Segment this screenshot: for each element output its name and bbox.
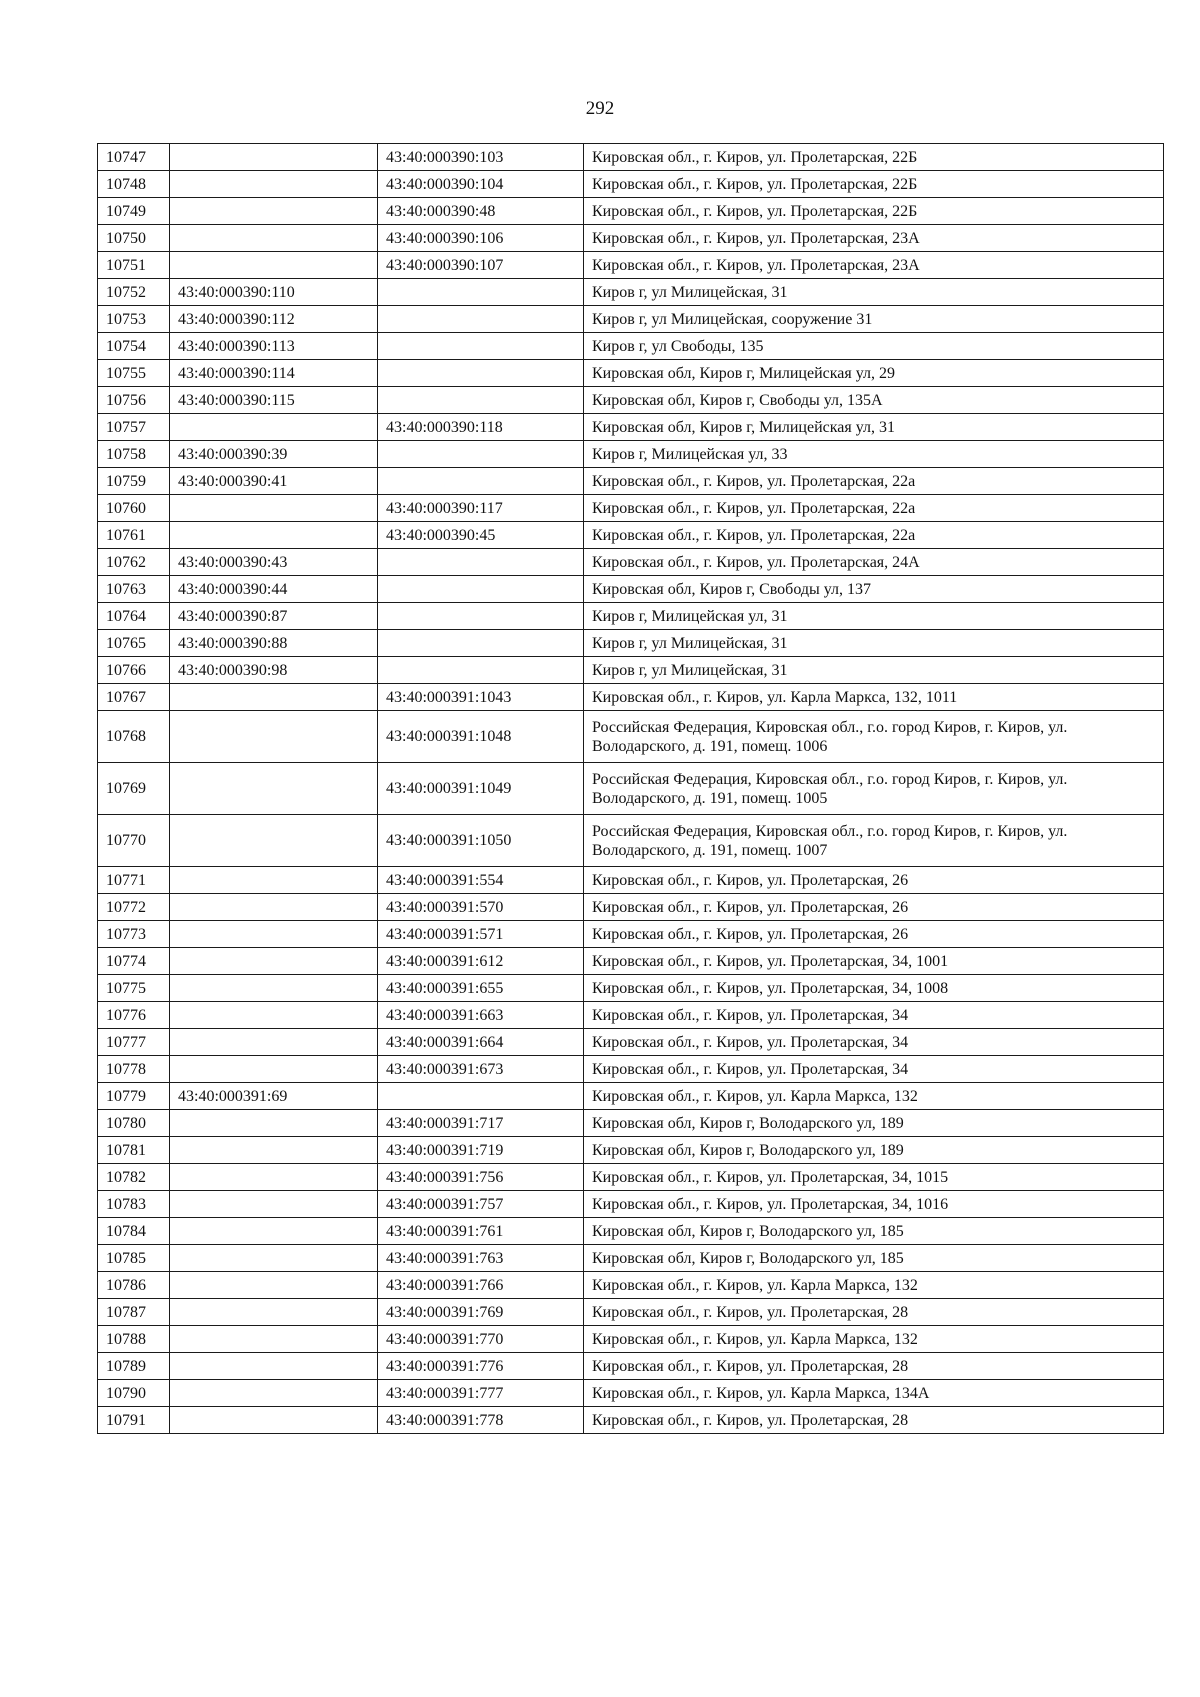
row-number-cell: 10776 (98, 1002, 170, 1029)
cadastral-number-b-cell (378, 657, 584, 684)
table-row (98, 1407, 1164, 1434)
cadastral-number-b-cell: 43:40:000391:663 (378, 1002, 584, 1029)
address-cell: Кировская обл., г. Киров, ул. Пролетарская, 22а (584, 522, 1164, 549)
cadastral-number-b-cell (378, 279, 584, 306)
cadastral-number-b-cell (378, 387, 584, 414)
address-cell: Кировская обл., г. Киров, ул. Пролетарская, 26 (584, 921, 1164, 948)
table-row (98, 495, 1164, 522)
address-cell: Кировская обл., г. Киров, ул. Пролетарская, 22Б (584, 198, 1164, 225)
cadastral-number-b-cell: 43:40:000391:655 (378, 975, 584, 1002)
cadastral-number-b-cell: 43:40:000391:571 (378, 921, 584, 948)
address-cell: Кировская обл., г. Киров, ул. Пролетарская, 23А (584, 225, 1164, 252)
cadastral-number-b-cell (378, 360, 584, 387)
address-cell: Кировская обл., г. Киров, ул. Пролетарская, 26 (584, 894, 1164, 921)
row-number-cell: 10770 (98, 815, 170, 867)
page-number: 292 (585, 98, 615, 119)
row-number-cell: 10761 (98, 522, 170, 549)
cadastral-number-a-cell (170, 1272, 378, 1299)
cadastral-number-a-cell (170, 1326, 378, 1353)
cadastral-number-a-cell (170, 867, 378, 894)
address-cell: Киров г, ул Милицейская, 31 (584, 279, 1164, 306)
cadastral-number-a-cell (170, 684, 378, 711)
row-number-cell: 10791 (98, 1407, 170, 1434)
cadastral-number-a-cell (170, 1002, 378, 1029)
address-cell: Кировская обл, Киров г, Свободы ул, 135А (584, 387, 1164, 414)
cadastral-number-b-cell: 43:40:000391:1043 (378, 684, 584, 711)
row-number-cell: 10751 (98, 252, 170, 279)
cadastral-number-b-cell: 43:40:000391:612 (378, 948, 584, 975)
address-cell: Российская Федерация, Кировская обл., г.о. город Киров, г. Киров, ул. Володарского, д. 191, помещ. 1006 (584, 711, 1164, 763)
table-row (98, 657, 1164, 684)
cadastral-number-a-cell: 43:40:000391:69 (170, 1083, 378, 1110)
cadastral-number-a-cell (170, 1245, 378, 1272)
address-cell: Кировская обл., г. Киров, ул. Пролетарская, 34, 1015 (584, 1164, 1164, 1191)
cadastral-number-a-cell: 43:40:000390:39 (170, 441, 378, 468)
address-cell: Кировская обл., г. Киров, ул. Карла Маркса, 132 (584, 1326, 1164, 1353)
row-number-cell: 10775 (98, 975, 170, 1002)
address-cell: Кировская обл., г. Киров, ул. Пролетарская, 28 (584, 1407, 1164, 1434)
row-number-cell: 10772 (98, 894, 170, 921)
cadastral-number-b-cell: 43:40:000391:757 (378, 1191, 584, 1218)
table-row (98, 1218, 1164, 1245)
row-number-cell: 10781 (98, 1137, 170, 1164)
table-row (98, 144, 1164, 171)
row-number-cell: 10753 (98, 306, 170, 333)
table-row (98, 867, 1164, 894)
table-row (98, 1029, 1164, 1056)
row-number-cell: 10747 (98, 144, 170, 171)
cadastral-number-a-cell: 43:40:000390:88 (170, 630, 378, 657)
table-row (98, 414, 1164, 441)
cadastral-number-b-cell: 43:40:000391:763 (378, 1245, 584, 1272)
cadastral-number-a-cell (170, 1299, 378, 1326)
table-row (98, 711, 1164, 763)
row-number-cell: 10757 (98, 414, 170, 441)
cadastral-number-a-cell: 43:40:000390:114 (170, 360, 378, 387)
table-row (98, 468, 1164, 495)
row-number-cell: 10762 (98, 549, 170, 576)
row-number-cell: 10769 (98, 763, 170, 815)
address-cell: Кировская обл., г. Киров, ул. Карла Маркса, 134А (584, 1380, 1164, 1407)
cadastral-number-a-cell (170, 414, 378, 441)
row-number-cell: 10779 (98, 1083, 170, 1110)
table-row (98, 1002, 1164, 1029)
cadastral-number-b-cell: 43:40:000391:570 (378, 894, 584, 921)
cadastral-number-b-cell: 43:40:000390:107 (378, 252, 584, 279)
cadastral-number-a-cell (170, 171, 378, 198)
address-cell: Российская Федерация, Кировская обл., г.о. город Киров, г. Киров, ул. Володарского, д. 191, помещ. 1005 (584, 763, 1164, 815)
table-row (98, 1326, 1164, 1353)
cadastral-number-a-cell (170, 1407, 378, 1434)
cadastral-number-a-cell (170, 522, 378, 549)
cadastral-number-b-cell (378, 603, 584, 630)
table-row (98, 225, 1164, 252)
row-number-cell: 10786 (98, 1272, 170, 1299)
table-row (98, 1191, 1164, 1218)
table-row (98, 684, 1164, 711)
cadastral-number-b-cell: 43:40:000390:103 (378, 144, 584, 171)
row-number-cell: 10784 (98, 1218, 170, 1245)
cadastral-number-a-cell (170, 1056, 378, 1083)
cadastral-number-a-cell (170, 1029, 378, 1056)
address-cell: Кировская обл., г. Киров, ул. Пролетарская, 22Б (584, 144, 1164, 171)
address-cell: Кировская обл, Киров г, Володарского ул, 185 (584, 1218, 1164, 1245)
cadastral-number-a-cell (170, 894, 378, 921)
row-number-cell: 10759 (98, 468, 170, 495)
row-number-cell: 10758 (98, 441, 170, 468)
table-row (98, 279, 1164, 306)
address-cell: Кировская обл., г. Киров, ул. Пролетарская, 34, 1016 (584, 1191, 1164, 1218)
cadastral-number-b-cell (378, 576, 584, 603)
cadastral-number-a-cell: 43:40:000390:110 (170, 279, 378, 306)
cadastral-number-a-cell (170, 225, 378, 252)
address-cell: Киров г, ул Милицейская, сооружение 31 (584, 306, 1164, 333)
table-row (98, 1137, 1164, 1164)
cadastral-number-a-cell: 43:40:000390:98 (170, 657, 378, 684)
address-cell: Киров г, Милицейская ул, 33 (584, 441, 1164, 468)
cadastral-number-b-cell: 43:40:000390:106 (378, 225, 584, 252)
table-row (98, 441, 1164, 468)
cadastral-number-b-cell: 43:40:000390:118 (378, 414, 584, 441)
address-cell: Кировская обл., г. Киров, ул. Пролетарская, 28 (584, 1299, 1164, 1326)
table-row (98, 1164, 1164, 1191)
address-cell: Кировская обл, Киров г, Свободы ул, 137 (584, 576, 1164, 603)
cadastral-number-b-cell: 43:40:000390:104 (378, 171, 584, 198)
table-row (98, 1299, 1164, 1326)
row-number-cell: 10774 (98, 948, 170, 975)
row-number-cell: 10771 (98, 867, 170, 894)
cadastral-number-b-cell: 43:40:000390:48 (378, 198, 584, 225)
address-cell: Кировская обл., г. Киров, ул. Карла Маркса, 132 (584, 1272, 1164, 1299)
cadastral-number-b-cell: 43:40:000391:778 (378, 1407, 584, 1434)
row-number-cell: 10760 (98, 495, 170, 522)
row-number-cell: 10749 (98, 198, 170, 225)
cadastral-number-b-cell (378, 468, 584, 495)
table-row (98, 1380, 1164, 1407)
table-row (98, 1110, 1164, 1137)
row-number-cell: 10755 (98, 360, 170, 387)
cadastral-number-a-cell (170, 1380, 378, 1407)
table-row (98, 387, 1164, 414)
cadastral-number-a-cell (170, 1110, 378, 1137)
address-cell: Киров г, ул Свободы, 135 (584, 333, 1164, 360)
row-number-cell: 10754 (98, 333, 170, 360)
cadastral-number-b-cell (378, 333, 584, 360)
cadastral-number-a-cell (170, 1137, 378, 1164)
cadastral-number-b-cell: 43:40:000391:664 (378, 1029, 584, 1056)
row-number-cell: 10782 (98, 1164, 170, 1191)
cadastral-number-a-cell (170, 948, 378, 975)
cadastral-number-a-cell: 43:40:000390:43 (170, 549, 378, 576)
cadastral-number-a-cell: 43:40:000390:112 (170, 306, 378, 333)
address-cell: Кировская обл., г. Киров, ул. Пролетарская, 34 (584, 1002, 1164, 1029)
cadastral-number-b-cell: 43:40:000391:769 (378, 1299, 584, 1326)
row-number-cell: 10777 (98, 1029, 170, 1056)
table-row (98, 1245, 1164, 1272)
cadastral-number-a-cell (170, 815, 378, 867)
table-row (98, 1056, 1164, 1083)
row-number-cell: 10790 (98, 1380, 170, 1407)
address-cell: Кировская обл., г. Киров, ул. Пролетарская, 24А (584, 549, 1164, 576)
address-cell: Кировская обл., г. Киров, ул. Пролетарская, 34, 1001 (584, 948, 1164, 975)
address-cell: Киров г, ул Милицейская, 31 (584, 657, 1164, 684)
table-row (98, 1272, 1164, 1299)
row-number-cell: 10750 (98, 225, 170, 252)
address-cell: Кировская обл., г. Киров, ул. Пролетарская, 26 (584, 867, 1164, 894)
table-row (98, 522, 1164, 549)
cadastral-number-a-cell (170, 1191, 378, 1218)
row-number-cell: 10763 (98, 576, 170, 603)
cadastral-number-b-cell: 43:40:000391:554 (378, 867, 584, 894)
row-number-cell: 10789 (98, 1353, 170, 1380)
cadastral-number-b-cell: 43:40:000391:761 (378, 1218, 584, 1245)
cadastral-number-a-cell (170, 144, 378, 171)
cadastral-number-b-cell (378, 1083, 584, 1110)
table-row (98, 171, 1164, 198)
row-number-cell: 10778 (98, 1056, 170, 1083)
cadastral-number-a-cell (170, 711, 378, 763)
cadastral-number-a-cell (170, 921, 378, 948)
cadastral-number-b-cell (378, 441, 584, 468)
table-row (98, 603, 1164, 630)
row-number-cell: 10773 (98, 921, 170, 948)
row-number-cell: 10764 (98, 603, 170, 630)
cadastral-number-a-cell (170, 763, 378, 815)
address-cell: Киров г, ул Милицейская, 31 (584, 630, 1164, 657)
row-number-cell: 10766 (98, 657, 170, 684)
row-number-cell: 10780 (98, 1110, 170, 1137)
address-cell: Кировская обл., г. Киров, ул. Пролетарская, 22а (584, 468, 1164, 495)
table-row (98, 252, 1164, 279)
cadastral-number-a-cell: 43:40:000390:87 (170, 603, 378, 630)
row-number-cell: 10756 (98, 387, 170, 414)
address-cell: Кировская обл, Киров г, Милицейская ул, 29 (584, 360, 1164, 387)
cadastral-number-b-cell: 43:40:000391:717 (378, 1110, 584, 1137)
table-row (98, 360, 1164, 387)
cadastral-number-a-cell (170, 252, 378, 279)
cadastral-number-a-cell (170, 975, 378, 1002)
cadastral-number-a-cell (170, 198, 378, 225)
table-row (98, 1083, 1164, 1110)
address-cell: Кировская обл., г. Киров, ул. Карла Маркса, 132, 1011 (584, 684, 1164, 711)
table-row (98, 815, 1164, 867)
cadastral-number-a-cell: 43:40:000390:41 (170, 468, 378, 495)
cadastral-number-a-cell (170, 495, 378, 522)
cadastral-number-b-cell: 43:40:000391:776 (378, 1353, 584, 1380)
row-number-cell: 10768 (98, 711, 170, 763)
cadastral-number-a-cell (170, 1353, 378, 1380)
address-cell: Кировская обл., г. Киров, ул. Пролетарская, 28 (584, 1353, 1164, 1380)
cadastral-number-b-cell: 43:40:000391:719 (378, 1137, 584, 1164)
registry-table-body (98, 144, 1164, 1434)
row-number-cell: 10765 (98, 630, 170, 657)
cadastral-number-a-cell: 43:40:000390:113 (170, 333, 378, 360)
address-cell: Кировская обл, Киров г, Володарского ул, 185 (584, 1245, 1164, 1272)
cadastral-number-b-cell: 43:40:000391:756 (378, 1164, 584, 1191)
cadastral-number-a-cell (170, 1164, 378, 1191)
row-number-cell: 10767 (98, 684, 170, 711)
table-row (98, 630, 1164, 657)
cadastral-number-b-cell (378, 549, 584, 576)
address-cell: Кировская обл., г. Киров, ул. Пролетарская, 22а (584, 495, 1164, 522)
address-cell: Кировская обл, Киров г, Володарского ул, 189 (584, 1137, 1164, 1164)
address-cell: Кировская обл., г. Киров, ул. Пролетарская, 34 (584, 1029, 1164, 1056)
registry-table (97, 143, 1164, 1434)
cadastral-number-b-cell: 43:40:000391:770 (378, 1326, 584, 1353)
row-number-cell: 10783 (98, 1191, 170, 1218)
row-number-cell: 10788 (98, 1326, 170, 1353)
table-row (98, 306, 1164, 333)
row-number-cell: 10785 (98, 1245, 170, 1272)
table-row (98, 1353, 1164, 1380)
row-number-cell: 10787 (98, 1299, 170, 1326)
table-row (98, 763, 1164, 815)
address-cell: Кировская обл, Киров г, Володарского ул, 189 (584, 1110, 1164, 1137)
address-cell: Киров г, Милицейская ул, 31 (584, 603, 1164, 630)
table-row (98, 333, 1164, 360)
cadastral-number-a-cell (170, 1218, 378, 1245)
cadastral-number-b-cell: 43:40:000391:673 (378, 1056, 584, 1083)
table-row (98, 948, 1164, 975)
cadastral-number-b-cell (378, 630, 584, 657)
address-cell: Кировская обл., г. Киров, ул. Пролетарская, 34 (584, 1056, 1164, 1083)
cadastral-number-a-cell: 43:40:000390:44 (170, 576, 378, 603)
table-row (98, 921, 1164, 948)
row-number-cell: 10752 (98, 279, 170, 306)
address-cell: Кировская обл., г. Киров, ул. Пролетарская, 34, 1008 (584, 975, 1164, 1002)
cadastral-number-b-cell: 43:40:000390:117 (378, 495, 584, 522)
cadastral-number-b-cell: 43:40:000391:1048 (378, 711, 584, 763)
address-cell: Кировская обл., г. Киров, ул. Пролетарская, 23А (584, 252, 1164, 279)
cadastral-number-b-cell: 43:40:000390:45 (378, 522, 584, 549)
cadastral-number-b-cell: 43:40:000391:766 (378, 1272, 584, 1299)
cadastral-number-b-cell (378, 306, 584, 333)
address-cell: Кировская обл., г. Киров, ул. Карла Маркса, 132 (584, 1083, 1164, 1110)
cadastral-number-a-cell: 43:40:000390:115 (170, 387, 378, 414)
table-row (98, 549, 1164, 576)
table-row (98, 576, 1164, 603)
cadastral-number-b-cell: 43:40:000391:1050 (378, 815, 584, 867)
cadastral-number-b-cell: 43:40:000391:1049 (378, 763, 584, 815)
cadastral-number-b-cell: 43:40:000391:777 (378, 1380, 584, 1407)
address-cell: Российская Федерация, Кировская обл., г.о. город Киров, г. Киров, ул. Володарского, д. 191, помещ. 1007 (584, 815, 1164, 867)
table-row (98, 198, 1164, 225)
table-row (98, 975, 1164, 1002)
address-cell: Кировская обл, Киров г, Милицейская ул, 31 (584, 414, 1164, 441)
row-number-cell: 10748 (98, 171, 170, 198)
table-row (98, 894, 1164, 921)
address-cell: Кировская обл., г. Киров, ул. Пролетарская, 22Б (584, 171, 1164, 198)
